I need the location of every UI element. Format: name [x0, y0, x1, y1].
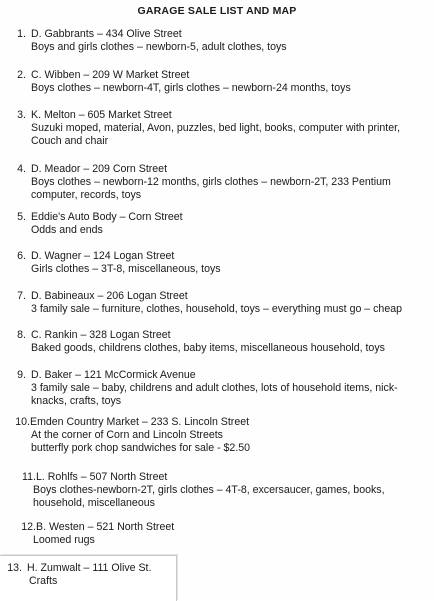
item-description: [31, 176, 431, 203]
description-line: Loomed rugs: [33, 534, 95, 546]
item-heading: C. Rankin – 328 Logan Street: [31, 329, 171, 341]
description-line: 3 family sale – furniture, clothes, household, toys – everything must go – cheap: [31, 303, 402, 315]
description-line: Boys clothes-newborn-2T, girls clothes – 4T-8, excersaucer, games, books,: [33, 484, 385, 496]
description-line: computer, records, toys: [31, 189, 142, 202]
item-heading: D. Gabbrants – 434 Olive Street: [31, 28, 182, 40]
description-line: Boys clothes – newborn-4T, girls clothes – newborn-24 months, toys: [31, 82, 351, 94]
description-line: butterfly pork chop sandwiches for sale - $2.50: [31, 442, 251, 455]
item-heading: B. Westen – 521 North Street: [36, 521, 175, 533]
item-description: [31, 122, 431, 149]
description-line: 3 family sale – baby, childrens and adult clothes, lots of household items, nick-: [31, 382, 398, 394]
item-number: 4.: [17, 163, 26, 175]
description-line: Suzuki moped, material, Avon, puzzles, bed light, books, computer with printer,: [31, 122, 401, 134]
item-description: [31, 224, 431, 237]
description-line: household, miscellaneous: [33, 497, 155, 510]
item-heading: L. Rohlfs – 507 North Street: [36, 471, 168, 483]
description-line: knacks, crafts, toys: [31, 395, 122, 408]
item-number: 6.: [17, 250, 26, 262]
description-line: At the corner of Corn and Lincoln Streets: [31, 429, 223, 441]
description-line: Girls clothes – 3T-8, miscellaneous, toys: [31, 263, 221, 275]
item-heading: D. Wagner – 124 Logan Street: [31, 250, 175, 262]
item-description: [33, 484, 433, 511]
item-number: 11.: [22, 471, 36, 483]
description-line: Boys clothes – newborn-12 months, girls clothes – newborn-2T, 233 Pentium: [31, 176, 391, 188]
description-line: Crafts: [29, 575, 58, 587]
item-heading: Emden Country Market – 233 S. Lincoln Street: [30, 416, 250, 428]
item-description: [31, 263, 431, 276]
item-number: 3.: [17, 109, 26, 121]
item-description: [29, 575, 429, 588]
item-heading: H. Zumwalt – 111 Olive St.: [27, 562, 152, 574]
item-number: 9.: [17, 369, 26, 381]
item-number: 10.: [15, 416, 30, 428]
item-number: 7.: [17, 290, 26, 302]
item-heading: C. Wibben – 209 W Market Street: [31, 69, 190, 81]
item-description: [33, 534, 433, 547]
item-heading: D. Babineaux – 206 Logan Street: [31, 290, 188, 302]
item-number: 13.: [7, 562, 22, 574]
description-line: Baked goods, childrens clothes, baby items, miscellaneous household, toys: [31, 342, 385, 354]
item-number: 1.: [17, 28, 26, 40]
item-heading: Eddie's Auto Body – Corn Street: [31, 211, 183, 223]
item-description: [31, 82, 431, 95]
item-heading: D. Meador – 209 Corn Street: [31, 163, 168, 175]
item-description: [31, 382, 431, 409]
item-heading: K. Melton – 605 Market Street: [31, 109, 172, 121]
item-description: [31, 41, 431, 54]
item-number: 12.: [21, 521, 36, 533]
description-line: Boys and girls clothes – newborn-5, adult clothes, toys: [31, 41, 287, 53]
item-number: 2.: [17, 69, 26, 81]
item-heading: D. Baker – 121 McCormick Avenue: [31, 369, 196, 381]
item-description: [31, 429, 431, 456]
item-description: [31, 342, 431, 355]
page-title: GARAGE SALE LIST AND MAP: [137, 5, 297, 17]
item-description: [31, 303, 431, 316]
description-line: Couch and chair: [31, 135, 109, 148]
item-number: 5.: [17, 211, 26, 223]
item-number: 8.: [17, 329, 26, 341]
description-line: Odds and ends: [31, 224, 103, 236]
